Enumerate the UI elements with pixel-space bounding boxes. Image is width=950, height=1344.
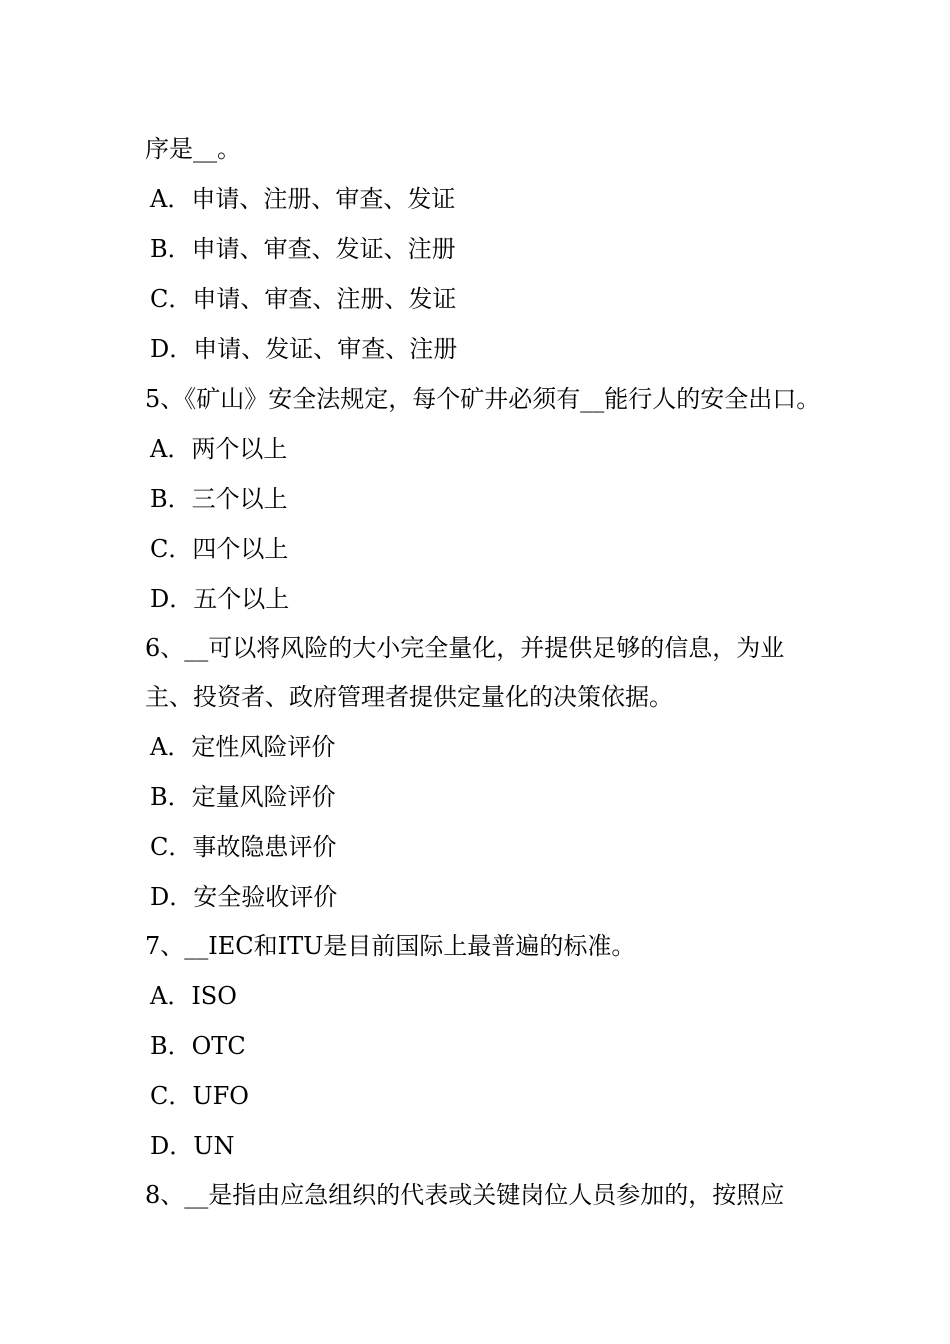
question-5-option-c: C．四个以上: [150, 535, 289, 563]
question-7-option-c: C．UFO: [150, 1082, 249, 1110]
question-4-option-a: A．申请、注册、审查、发证: [150, 185, 456, 213]
question-6-option-c: C．事故隐患评价: [150, 833, 337, 861]
question-5-stem: 5、《矿山》安全法规定，每个矿井必须有__能行人的安全出口。: [145, 385, 821, 413]
question-4-option-c: C．申请、审查、注册、发证: [150, 285, 457, 313]
question-5-option-d: D．五个以上: [150, 585, 290, 613]
question-5-option-b: B．三个以上: [150, 485, 288, 513]
question-6-stem-line-2: 主、投资者、政府管理者提供定量化的决策依据。: [145, 683, 673, 711]
question-6-option-b: B．定量风险评价: [150, 783, 336, 811]
question-4-option-b: B．申请、审查、发证、注册: [150, 235, 456, 263]
question-4-stem-end: 序是__。: [145, 135, 241, 163]
question-7-option-a: A．ISO: [150, 982, 237, 1010]
question-7-option-b: B．OTC: [150, 1032, 246, 1060]
question-8-stem: 8、__是指由应急组织的代表或关键岗位人员参加的，按照应: [145, 1181, 785, 1209]
question-4-option-d: D．申请、发证、审查、注册: [150, 335, 458, 363]
question-6-option-a: A．定性风险评价: [150, 733, 336, 761]
question-7-option-d: D．UN: [150, 1132, 235, 1160]
question-6-option-d: D．安全验收评价: [150, 883, 338, 911]
question-6-stem-line-1: 6、__可以将风险的大小完全量化，并提供足够的信息，为业: [145, 634, 785, 662]
question-7-stem: 7、__IEC和ITU是目前国际上最普遍的标准。: [145, 932, 636, 960]
question-5-option-a: A．两个以上: [150, 435, 288, 463]
